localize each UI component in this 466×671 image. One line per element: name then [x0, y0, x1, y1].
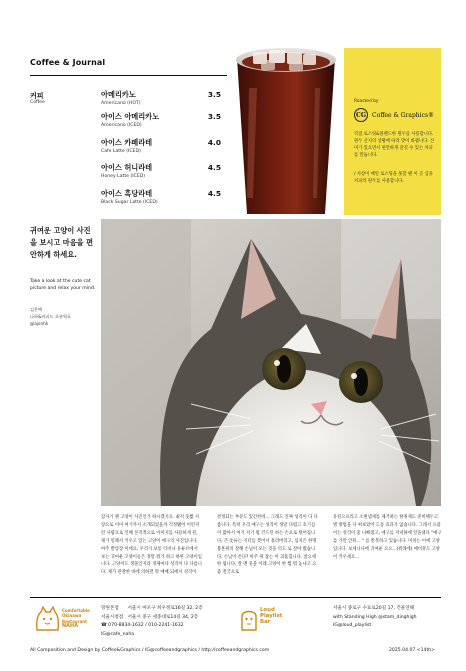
naha-info-label: 서울시청점 [101, 614, 124, 620]
loud-logo-text [260, 607, 282, 626]
intro-credit: 김은택 나하&커피드 초롱역포 @ajonhk [30, 307, 72, 327]
iced-coffee-glass-icon [227, 48, 345, 214]
loud-info-row: 서울시 종로구 수표로20길 17, 건물연해 [333, 606, 415, 611]
menu-item-price: 4.5 [207, 189, 221, 198]
loud-logo [239, 604, 289, 634]
naha-info-value: 서울시 마포구 희우정로16길 32, 2층 [127, 606, 203, 611]
naha-info-value: ☎ 070-8834-1632 / 010-2241-1632 [101, 623, 184, 629]
iced-coffee-photo [227, 48, 345, 214]
naha-logo-text [62, 608, 90, 630]
menu-item-price: 4.0 [207, 138, 221, 147]
story-column-3: 유된으프리고 소변냄새를 제거하는 탈취제도 준비해두고 별 방법을 다 써보았어 도통 효과가 없습니다. 그래서 요즘 이는 성격이 좋 나빠졌고, 애구를 저녁하에 알을대다 "애구를 가만 안둬... " 를 반복하고 있습니다. 미치는 이에 고양입니다. 보세니나에 귀여운 요요...(뭐래에) 애비뮤도 고양이 키우세요... [333, 515, 442, 560]
roaster-mark-icon [354, 108, 368, 122]
bottom-divider [30, 597, 441, 598]
loud-info-row: with Standing High @stam_dinghigh [333, 614, 417, 620]
naha-info-value: IG@cafe_naha [101, 631, 135, 637]
menu-item-en: Americano (HOT) [101, 101, 141, 106]
naha-info-row [101, 614, 203, 623]
naha-info-row [101, 605, 203, 614]
menu-item-name: 아이스 카페라테 [101, 138, 153, 147]
story-column-2: 결정되는 부분도 있긴한데... 그래도 진짜 성격이 다 다릅니다. 특히 우리 애구는 성격이 정말 다렵고 호기심이 많아서 여기 저기 뭘 건드린 하는 손으로 털어집니다, 큰 옷류는 지터를 찢어서 흘려버리고, 심지은 한명 붕혼위의 잘해 손님이 모는 것을 의도 로 살아 왔습니다. 손님이 온다? 아주 위 잡는 이 괴롭힙니다. 참으세한 됩니다. 잘 맨 웃을 이레 고양이 한 찜 뭐 놓냐고 요즘 전국으로 [217, 515, 318, 576]
naha-logo-line: Okinawa [62, 613, 82, 619]
menu-item-en: Cafe Latte (ICED) [101, 149, 141, 154]
menu-item-en: Honey Latte (ICED) [101, 174, 146, 179]
loud-logo-line: Playlist [260, 613, 283, 620]
loud-info-row: IG@loud_playlist [333, 623, 372, 629]
loud-mascot-icon [239, 606, 259, 632]
roasted-by-label: Roasted by [354, 99, 379, 104]
menu-item [101, 138, 221, 164]
menu-item-name: 아이스 아메리카노 [101, 112, 160, 121]
intro-english: Take a look at the cute cat picture and relax your mind. [30, 279, 96, 292]
cat-image-icon [101, 219, 441, 506]
naha-logo-line: NAHA [62, 623, 79, 630]
footer-issue: 2025.04.07 <14th> [389, 648, 436, 653]
intro-title: 귀여운 고양이 사진을 보시고 마음을 편안하게 하세요. [30, 226, 94, 259]
naha-info-row [101, 631, 203, 640]
menu-item-price: 4.5 [207, 163, 221, 172]
naha-info-value: 서울시 중구 세종대로14길 34, 2층 [127, 614, 199, 620]
menu-item-name: 아이스 허니라테 [101, 163, 153, 172]
menu-item [101, 163, 221, 189]
roaster-name: Coffee & Graphics® [372, 111, 435, 119]
loud-logo-line: Loud [260, 607, 275, 613]
loud-logo-line: Bar [260, 619, 271, 626]
category-label: 커피 [30, 92, 44, 100]
cat-photo [101, 219, 441, 506]
naha-info-row [101, 622, 203, 631]
naha-info-label: 망원본점 [101, 606, 119, 611]
naha-logo-line: Comfortable [62, 608, 90, 613]
loud-info [333, 605, 417, 631]
category-sub: Coffee [30, 100, 45, 105]
menu-item-price: 3.5 [207, 90, 221, 99]
naha-logo [34, 604, 94, 634]
top-divider [30, 75, 257, 76]
menu-item [101, 112, 221, 138]
roaster-panel [344, 48, 441, 215]
menu-item-price: 3.5 [207, 112, 221, 121]
menu-item [101, 189, 221, 215]
page-title: Coffee & Journal [30, 58, 106, 67]
roaster-note: / 사장이 매일 로스팅을 못할 땐 이 곳 심플커피의 원두를 사용합니다. [354, 172, 433, 185]
roaster-mark-text: CG [356, 111, 366, 119]
menu-item-name: 아메리카노 [101, 90, 136, 99]
menu-item-en: Americano (ICED) [101, 123, 142, 128]
menu-item-en: Black Sugar Latte (ICED) [101, 200, 158, 205]
naha-info [101, 605, 203, 639]
roaster-description: 직접 로스팅&블렌드한 원두를 사용합니다. 원두 산지의 상황에 따라 맛이 바뀝니다. 산미가 있으면서 편안하게 즐길 수 있는 커피를 만듭니다. [354, 132, 435, 159]
menu-item-name: 아이스 흑당라테 [101, 189, 153, 198]
story-column-1: 갑자기 왠 고양이 사진인가 하시겠지요. 최저 웃짧 사장으로 이미 여기까지 소개되었을까 걱정됐어 이런저런 사람으로 인해 본격적으로 이미지를 사용하게 된, 제가 밀폐서 키우고 있는 고양이 애구의 사진입니다. 아주 발랑장 이에요, 우리가 보통 티비나 유튜브에서 보는 귀여운 고양이들은 정말 뭐가 하고 하한 고양이입니다. 고양이도 생물인지라 개체마다 성격이 다 다릅니다. 제가 관찰한 바에 의하면 딱 애매 되애서 성격이 [101, 515, 202, 576]
roaster-logo [354, 108, 434, 122]
naha-cat-icon [34, 606, 60, 632]
naha-logo-line: Restaurant [62, 618, 88, 624]
footer-credit: All Composition and Design by Coffee&Graphics / IG@coffeeandgraphics / http://coffeeandgraphics.com [30, 648, 270, 653]
